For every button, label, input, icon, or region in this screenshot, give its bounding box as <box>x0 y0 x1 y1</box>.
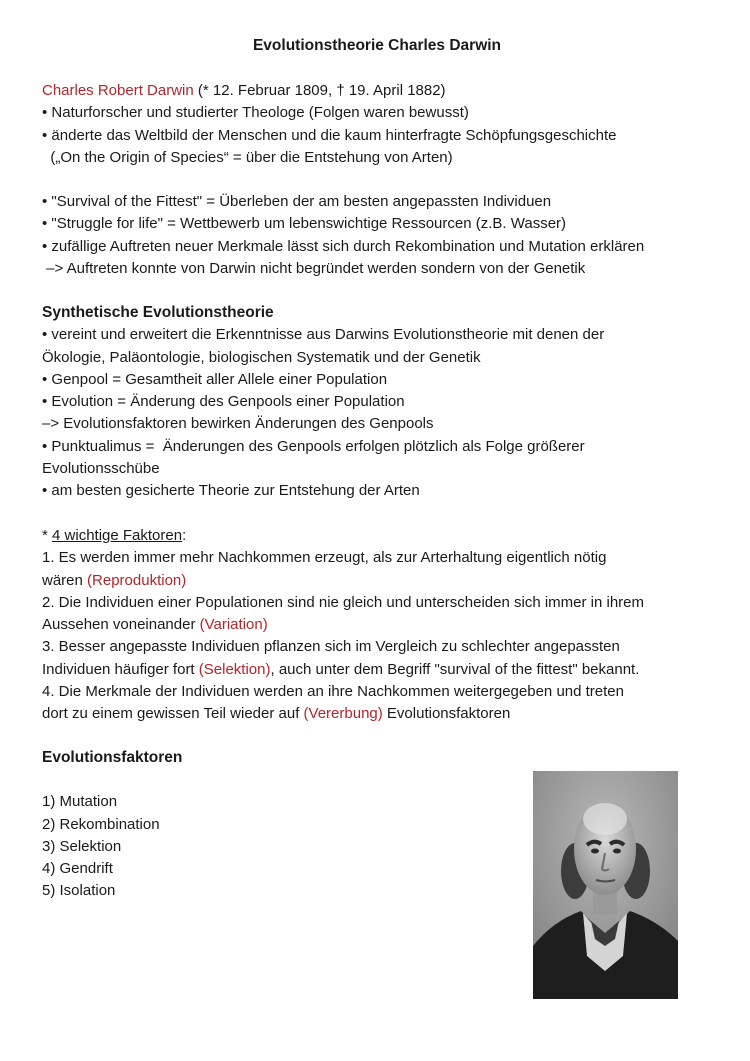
concept-line: • "Survival of the Fittest" = Überleben der am besten angepassten Individuen <box>42 193 552 210</box>
factor-item <box>42 547 712 592</box>
factors-prefix: * <box>42 527 53 544</box>
factor-term: (Reproduktion) <box>87 571 187 589</box>
factor-text: wären <box>42 571 88 589</box>
evolution-factor-item: 2) Rekombination <box>42 815 160 833</box>
concept-line: • zufällige Auftreten neuer Merkmale lässt sich durch Rekombination und Mutation erklären <box>42 237 645 255</box>
concept-line: • "Struggle for life" = Wettbewerb um lebenswichtige Ressourcen (z.B. Wasser) <box>42 215 567 233</box>
darwin-name: Charles Robert Darwin <box>42 82 194 99</box>
intro-line: • Naturforscher und studierter Theologe (Folgen waren bewusst) <box>42 104 469 122</box>
factor-line <box>42 703 712 725</box>
factor-term: (Vererbung) <box>303 705 383 723</box>
synthetic-line: Ökologie, Paläontologie, biologischen Systematik und der Genetik <box>42 348 481 366</box>
factor-line: 1. Es werden immer mehr Nachkommen erzeugt, als zur Arterhaltung eigentlich nötig <box>42 549 607 567</box>
factor-line: 4. Die Merkmale der Individuen werden an ihre Nachkommen weitergegeben und treten <box>42 683 624 701</box>
factor-item <box>42 636 712 681</box>
factor-text: Aussehen voneinander <box>42 616 200 634</box>
concepts-section <box>42 191 712 280</box>
evolution-factors-heading: Evolutionsfaktoren <box>42 749 183 766</box>
intro-line: („On the Origin of Species“ = über die Entstehung von Arten) <box>42 148 453 166</box>
darwin-dates: (* 12. Februar 1809, † 19. April 1882) <box>193 82 446 99</box>
factor-line <box>42 570 712 592</box>
factor-line: 2. Die Individuen einer Populationen sind nie gleich und unterscheiden sich immer in ihrem <box>42 593 645 611</box>
synthetic-line: –> Evolutionsfaktoren bewirken Änderungen des Genpools <box>42 415 434 433</box>
concept-line: –> Auftreten konnte von Darwin nicht begründet werden sondern von der Genetik <box>42 259 586 277</box>
synthetic-line: • Genpool = Gesamtheit aller Allele einer Population <box>42 370 388 388</box>
factor-line: 3. Besser angepasste Individuen pflanzen sich im Vergleich zu schlechter angepassten <box>42 638 620 656</box>
evolution-factor-item: 3) Selektion <box>42 837 122 855</box>
factor-text: dort zu einem gewissen Teil wieder auf <box>42 705 304 723</box>
factor-term: (Variation) <box>199 616 268 634</box>
intro-section <box>42 80 712 169</box>
evolution-factor-item: 1) Mutation <box>42 793 118 811</box>
factors-heading: 4 wichtige Faktoren <box>52 527 183 544</box>
factors-colon: : <box>182 527 187 544</box>
document-title: Evolutionstheorie Charles Darwin <box>252 37 502 54</box>
synthetic-line: Evolutionsschübe <box>42 460 160 478</box>
factor-line <box>42 614 712 636</box>
four-factors-section <box>42 525 712 726</box>
evolution-factor-item: 5) Isolation <box>42 882 116 900</box>
factor-item <box>42 592 712 637</box>
darwin-portrait <box>533 771 678 999</box>
factor-text: Evolutionsfaktoren <box>382 705 511 723</box>
synthetic-section <box>42 302 712 503</box>
synthetic-line: • vereint und erweitert die Erkenntnisse aus Darwins Evolutionstheorie mit denen der <box>42 326 605 344</box>
synthetic-line: • Punktualimus = Änderungen des Genpools erfolgen plötzlich als Folge größerer <box>42 437 585 455</box>
intro-heading-line <box>42 80 712 102</box>
evolution-factor-item: 4) Gendrift <box>42 860 113 878</box>
factor-text: , auch unter dem Begriff "survival of the fittest" bekannt. <box>270 660 640 678</box>
synthetic-line: • am besten gesicherte Theorie zur Entstehung der Arten <box>42 482 420 500</box>
factor-term: (Selektion) <box>198 660 271 678</box>
darwin-portrait-icon <box>533 771 678 999</box>
factor-item <box>42 681 712 726</box>
synthetic-heading: Synthetische Evolutionstheorie <box>42 304 274 321</box>
synthetic-line: • Evolution = Änderung des Genpools einer Population <box>42 393 405 411</box>
intro-line: • änderte das Weltbild der Menschen und die kaum hinterfragte Schöpfungsgeschichte <box>42 126 617 144</box>
factor-line <box>42 659 712 681</box>
factor-text: Individuen häufiger fort <box>42 660 199 678</box>
factors-heading-line <box>42 525 712 547</box>
